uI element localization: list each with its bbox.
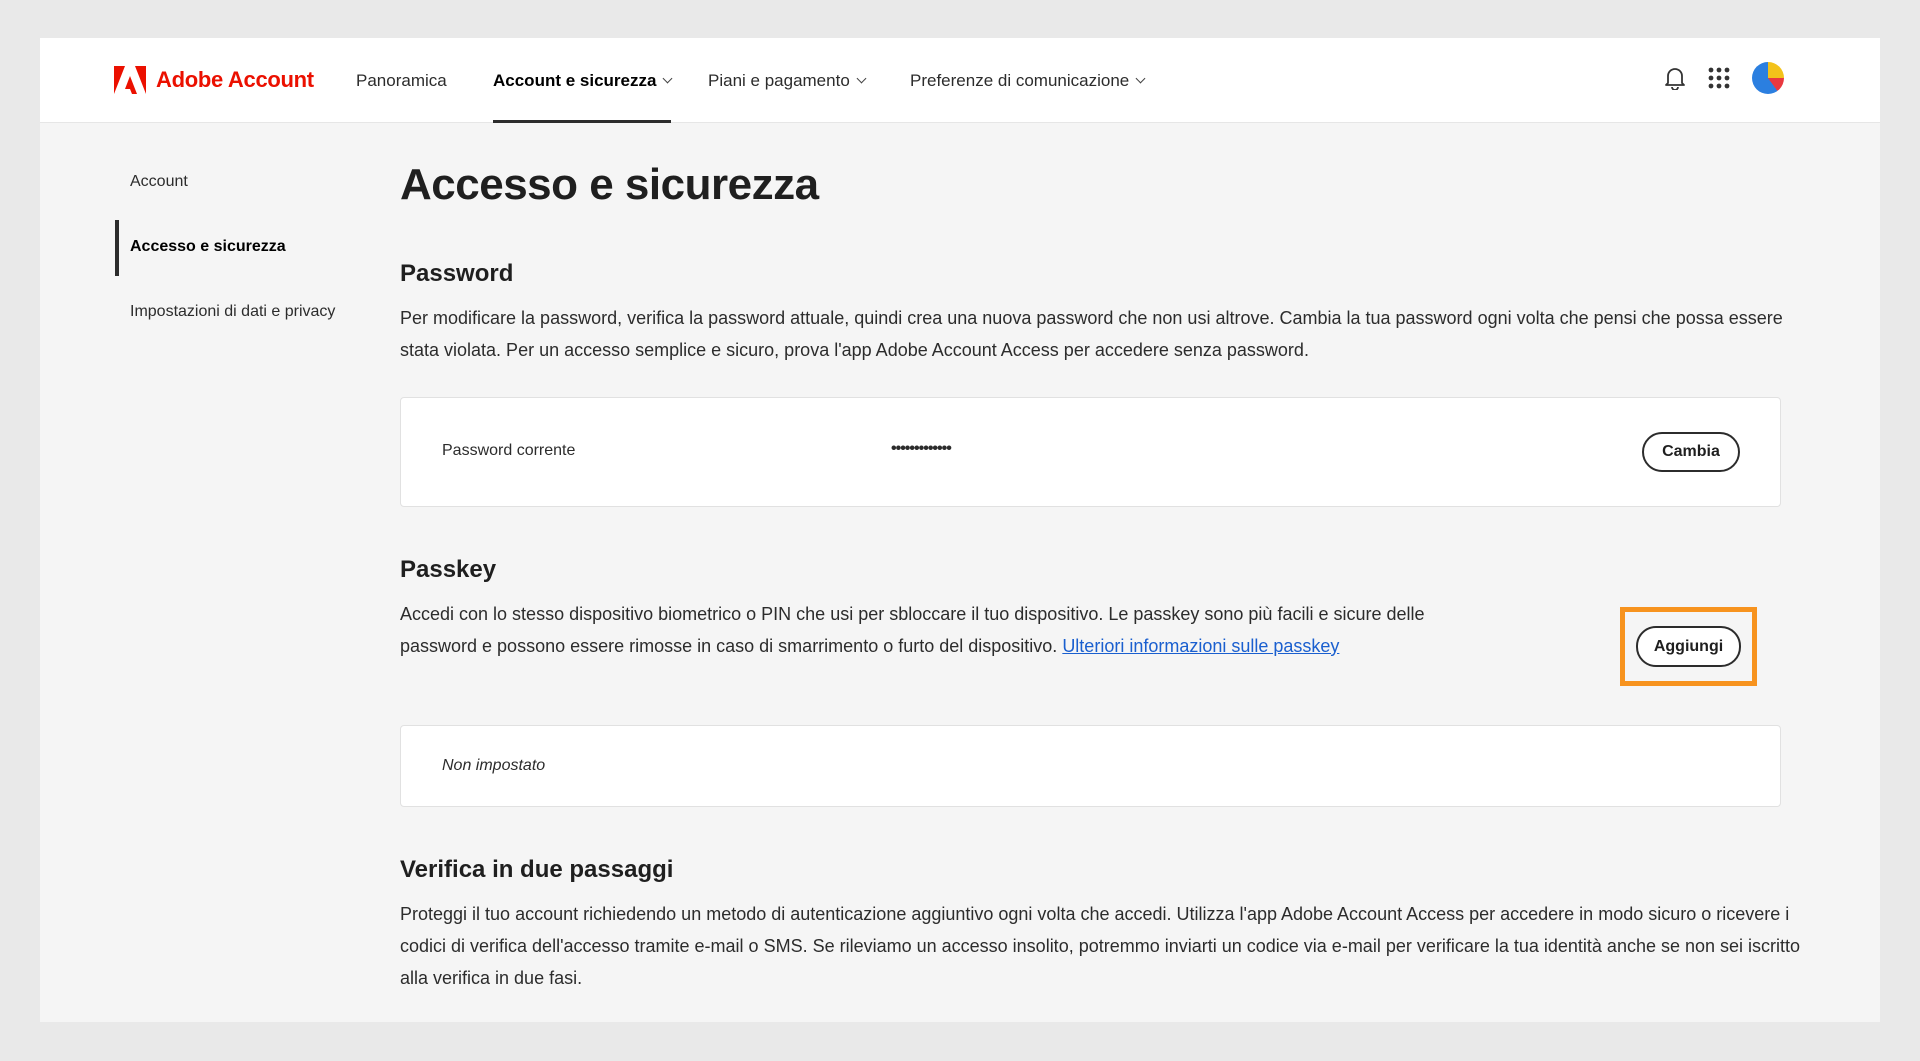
nav-preferenze[interactable] bbox=[910, 38, 1144, 123]
top-nav bbox=[40, 38, 1880, 123]
nav-label: Preferenze di comunicazione bbox=[910, 70, 1130, 90]
sidebar-item-privacy[interactable]: Impostazioni di dati e privacy bbox=[130, 303, 336, 320]
passkey-status: Non impostato bbox=[442, 757, 546, 774]
passkey-description bbox=[400, 598, 1450, 662]
page-title: Accesso e sicurezza bbox=[400, 160, 819, 209]
chevron-down-icon bbox=[856, 73, 866, 83]
nav-account-sicurezza[interactable] bbox=[493, 38, 671, 123]
two-step-heading: Verifica in due passaggi bbox=[400, 856, 674, 883]
sidebar-item-accesso-sicurezza[interactable]: Accesso e sicurezza bbox=[130, 238, 286, 255]
sidebar-item-account[interactable]: Account bbox=[130, 173, 188, 190]
adobe-logo[interactable] bbox=[114, 66, 314, 94]
passkey-heading: Passkey bbox=[400, 556, 497, 583]
adobe-icon bbox=[114, 66, 146, 94]
chevron-down-icon bbox=[1136, 73, 1146, 83]
passkey-info-link[interactable]: Ulteriori informazioni sulle passkey bbox=[1062, 636, 1340, 656]
password-description: Per modificare la password, verifica la password attuale, quindi crea una nuova password che non usi altrove. Cambia la tua password ogni volta che pensi che possa essere stata violata. Per un accesso semplice e sicuro, prova l'app Adobe Account Access per accedere senza password. bbox=[400, 308, 1783, 360]
passkey-status-box bbox=[400, 725, 1781, 807]
nav-label: Panoramica bbox=[356, 70, 447, 90]
nav-label: Account e sicurezza bbox=[493, 70, 657, 90]
nav-label: Piani e pagamento bbox=[708, 70, 850, 90]
passkey-text: Accedi con lo stesso dispositivo biometrico o PIN che usi per sbloccare il tuo dispositivo. Le passkey sono più facili e sicure delle password e possono essere rimosse in caso di smarrimento o furto del dispositivo. bbox=[400, 604, 1425, 656]
brand-name: Adobe Account bbox=[156, 67, 314, 92]
page bbox=[40, 38, 1880, 1022]
password-label: Password corrente bbox=[442, 442, 576, 459]
active-indicator bbox=[115, 220, 119, 276]
nav-piani-pagamento[interactable] bbox=[708, 38, 865, 123]
chevron-down-icon bbox=[663, 73, 673, 83]
two-step-description: Proteggi il tuo account richiedendo un metodo di autenticazione aggiuntivo ogni volta che accedi. Utilizza l'app Adobe Account Access per accedere in modo sicuro o ricevere i codici di verifica dell'accesso tramite e-mail o SMS. Se rileviamo un accesso insolito, potremmo inviarti un codice via e-mail per verificare la tua identità anche se non sei iscritto alla verifica in due fasi. bbox=[400, 904, 1801, 988]
bell-icon[interactable] bbox=[1664, 66, 1686, 90]
password-heading: Password bbox=[400, 260, 514, 287]
apps-grid-icon[interactable] bbox=[1708, 67, 1730, 89]
password-value: ••••••••••••• bbox=[891, 440, 951, 457]
add-passkey-button[interactable]: Aggiungi bbox=[1636, 626, 1741, 667]
nav-panoramica[interactable] bbox=[356, 38, 447, 123]
password-box bbox=[400, 397, 1781, 507]
change-password-button[interactable]: Cambia bbox=[1642, 432, 1740, 472]
avatar[interactable] bbox=[1752, 62, 1784, 94]
